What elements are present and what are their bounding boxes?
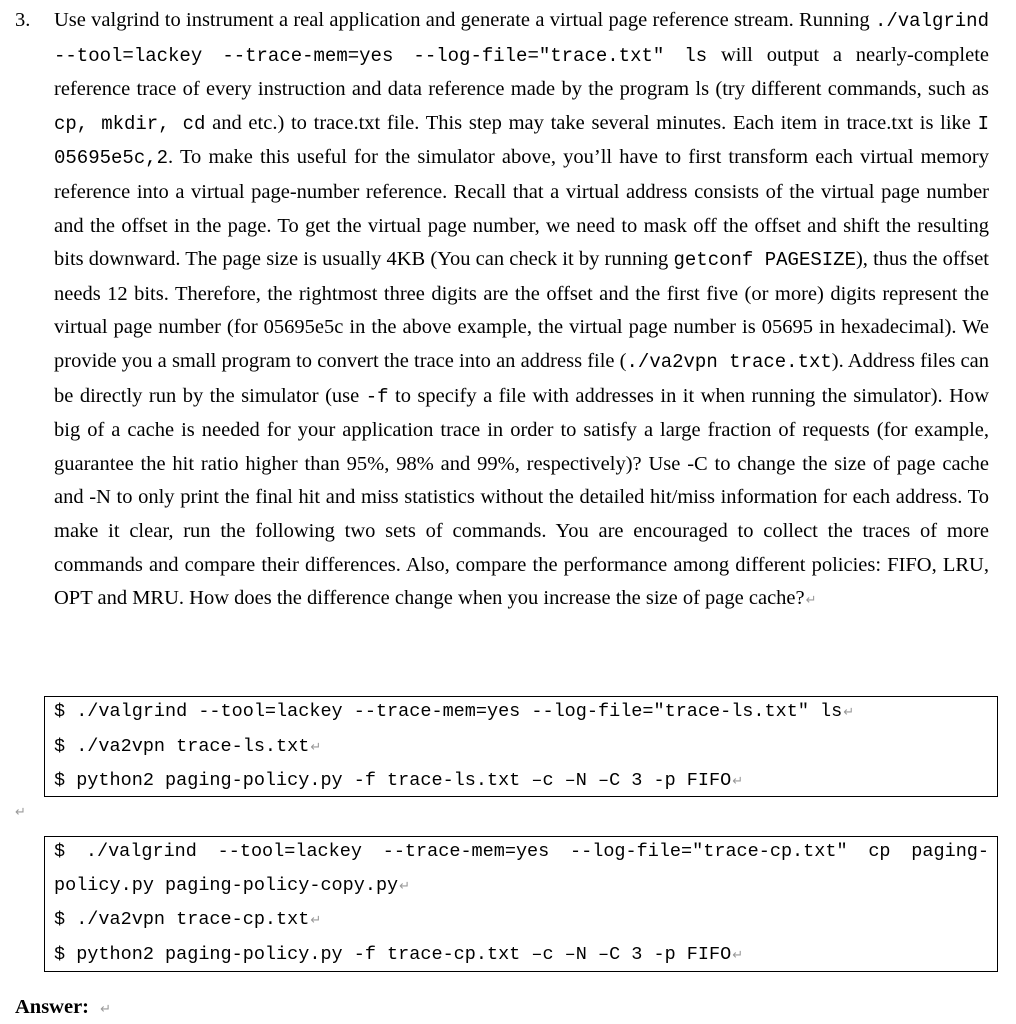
paragraph-mark-icon: ↵ [399, 878, 411, 894]
question-text-run: and etc.) to trace.txt file. This step may take several minutes. Each item in trace.txt is like [205, 111, 978, 134]
question-text-run: to specify a file with addresses in it when running the simulator). How big of a cache is needed for your application trace in order to satisfy a large fraction of requests (for example, guarantee the hit ratio higher than 95%, 98% and 99%, respectively)? Use -C to change the size of page cache and -N to only print the final hit and miss statistics without the detailed hit/miss information for each address. To make it clear, run the following two sets of commands. You are encouraged to collect the traces of more commands and compare their differences. Also, compare the performance among different policies: FIFO, LRU, OPT and MRU. How does the difference change when you increase the size of page cache? [54, 384, 989, 610]
question-text-run: will output a nearly-complete reference trace of every instruction and data reference made by the program ls (try different commands, such as [54, 43, 989, 101]
inline-code: I 05695e5c,2 [54, 112, 989, 170]
question-text-run: ), thus the offset needs 12 bits. Therefore, the rightmost three digits are the offset and the first five (or more) digits represent the virtual page number (for 05695e5c in the above example, the virtual page number is 05695 in hexadecimal). We provide you a small program to convert the trace into an address file ( [54, 248, 989, 372]
inline-code: getconf PAGESIZE [673, 249, 856, 272]
inline-code: ./valgrind --tool=lackey --trace-mem=yes --log-file="trace.txt" ls [54, 10, 989, 67]
code-line: policy.py paging-policy-copy.py↵ [54, 874, 411, 896]
empty-paragraph [14, 803, 26, 821]
question-text-run: ). Address files can be directly run by the simulator (use [54, 349, 989, 407]
code-line: $ python2 paging-policy.py -f trace-ls.txt –c –N –C 3 -p FIFO↵ [54, 770, 744, 792]
inline-code: ./va2vpn trace.txt [626, 350, 832, 373]
paragraph-mark-icon: ↵ [15, 805, 26, 820]
answer-label: Answer: ↵ [15, 996, 112, 1018]
code-line: $ ./valgrind --tool=lackey --trace-mem=yes --log-file="trace-ls.txt" ls↵ [54, 701, 855, 722]
inline-code: cp, mkdir, cd [54, 112, 206, 135]
question-text [54, 4, 989, 618]
inline-code: -f [365, 385, 389, 408]
paragraph-mark-icon: ↵ [732, 947, 744, 963]
question-text-run: . To make this useful for the simulator above, you’ll have to first transform each virtual memory reference into a virtual page-number reference. Recall that a virtual address consists of the virtual page number and the offset in the page. To get the virtual page number, we need to mask off the offset and shift the resulting bits downward. The page size is usually 4KB (You can check it by running [54, 146, 989, 271]
code-block-ls [44, 696, 998, 797]
paragraph-mark-icon: ↵ [732, 774, 744, 790]
question-number: 3. [15, 9, 31, 31]
code-line: $ python2 paging-policy.py -f trace-cp.txt –c –N –C 3 -p FIFO↵ [54, 943, 744, 965]
question-text-run: Use valgrind to instrument a real application and generate a virtual page reference stream. Running [54, 9, 875, 31]
paragraph-mark-icon: ↵ [843, 705, 855, 720]
paragraph-mark-icon: ↵ [310, 913, 322, 929]
code-line: $ ./valgrind --tool=lackey --trace-mem=yes --log-file="trace-cp.txt" cp paging- [54, 841, 989, 862]
paragraph-mark-icon: ↵ [310, 739, 322, 755]
paragraph-mark-icon: ↵ [805, 593, 817, 609]
code-block-cp [44, 836, 998, 972]
code-line: $ ./va2vpn trace-ls.txt↵ [54, 735, 322, 757]
code-line: $ ./va2vpn trace-cp.txt↵ [54, 909, 322, 931]
paragraph-mark-icon: ↵ [100, 1002, 112, 1017]
